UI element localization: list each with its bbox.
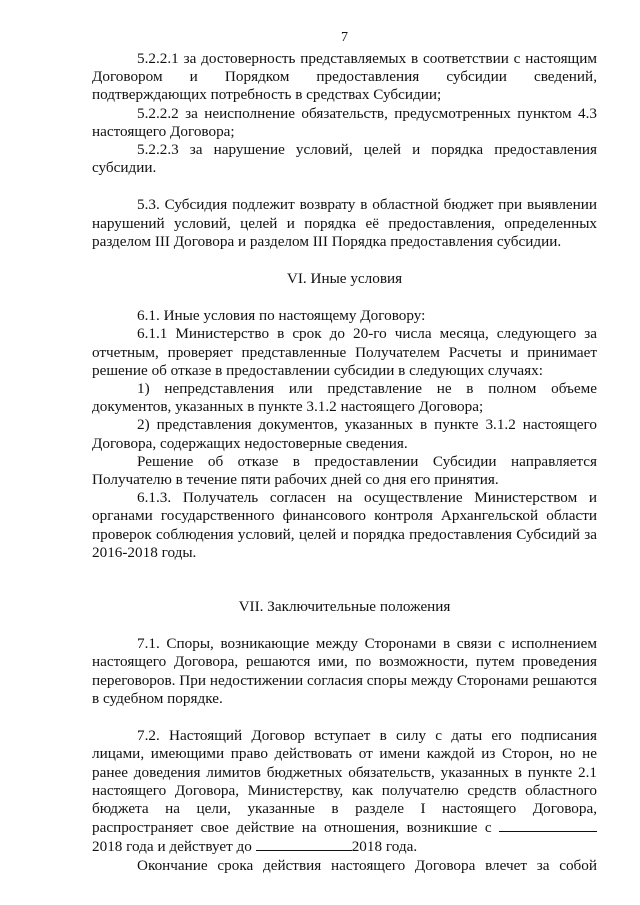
- date-blank-start: [499, 818, 597, 832]
- spacer: [92, 562, 597, 598]
- clause-6-1-3: 6.1.3. Получатель согласен на осуществление Министерством и органами государственного финансового контроля Архангельской области проверок соблюдения условий, целей и порядка предоставления Субсидий за 2016-2018 годы.: [92, 489, 597, 561]
- clause-7-2: [92, 727, 597, 856]
- spacer: [92, 616, 597, 635]
- spacer: [92, 177, 597, 196]
- section-6-title: VI. Иные условия: [286, 270, 403, 288]
- section-7-title: VII. Заключительные положения: [238, 598, 451, 616]
- document-page: [92, 30, 597, 875]
- clause-5-3: 5.3. Субсидия подлежит возврату в областной бюджет при выявлении нарушений условий, целей и порядка её предоставления, определенных разделом III Договора и разделом III Порядка предоставления субсидии.: [92, 196, 597, 250]
- clause-6-1-1-item-1: 1) непредставления или представление не в полном объеме документов, указанных в пункте 3.1.2 настоящего Договора;: [92, 380, 597, 416]
- date-blank-end: [256, 837, 352, 851]
- spacer: [92, 288, 597, 307]
- clause-5-2-2-1: 5.2.2.1 за достоверность представляемых в соответствии с настоящим Договором и Порядком предоставления субсидии сведений, подтверждающих потребность в средствах Субсидии;: [92, 50, 597, 104]
- spacer: [92, 708, 597, 727]
- clause-7-2-middle: 2018 года и действует до: [92, 838, 252, 856]
- clause-7-2-end: 2018 года.: [351, 838, 418, 856]
- clause-6-1-1: 6.1.1 Министерство в срок до 20-го числа месяца, следующего за отчетным, проверяет представленные Получателем Расчеты и принимает решение об отказе в предоставлении субсидии в следующих случаях:: [92, 325, 597, 379]
- clause-7-1: 7.1. Споры, возникающие между Сторонами в связи с исполнением настоящего Договора, решаются ими, по возможности, путем проведения переговоров. При недостижении согласия споры между Сторонами решаются в судебном порядке.: [92, 635, 597, 707]
- spacer: [92, 251, 597, 270]
- clause-6-1-1-refusal: Решение об отказе в предоставлении Субсидии направляется Получателю в течение пяти рабочих дней со дня его принятия.: [92, 452, 597, 489]
- clause-6-1: 6.1. Иные условия по настоящему Договору:: [137, 307, 426, 325]
- page-number: 7: [341, 30, 348, 45]
- clause-last: Окончание срока действия настоящего Договора влечет за собой: [137, 856, 597, 874]
- clause-6-1-1-item-2: 2) представления документов, указанных в пункте 3.1.2 настоящего Договора, содержащих недостоверные сведения.: [92, 416, 597, 452]
- clause-5-2-2-2: 5.2.2.2 за неисполнение обязательств, предусмотренных пунктом 4.3 настоящего Договора;: [92, 104, 597, 140]
- clause-7-2-text: 7.2. Настоящий Договор вступает в силу с даты его подписания лицами, имеющими право действовать от имени каждой из Сторон, но не ранее доведения лимитов бюджетных обязательств, указанных в пункте 2.1 настоящего Договора, Министерству, как получателю средств областного бюджета на цели, указанные в разделе I настоящего Договора, распространяет свое действие на отношения, возникшие с: [92, 727, 597, 837]
- clause-5-2-2-3: 5.2.2.3 за нарушение условий, целей и порядка предоставления субсидии.: [92, 141, 597, 177]
